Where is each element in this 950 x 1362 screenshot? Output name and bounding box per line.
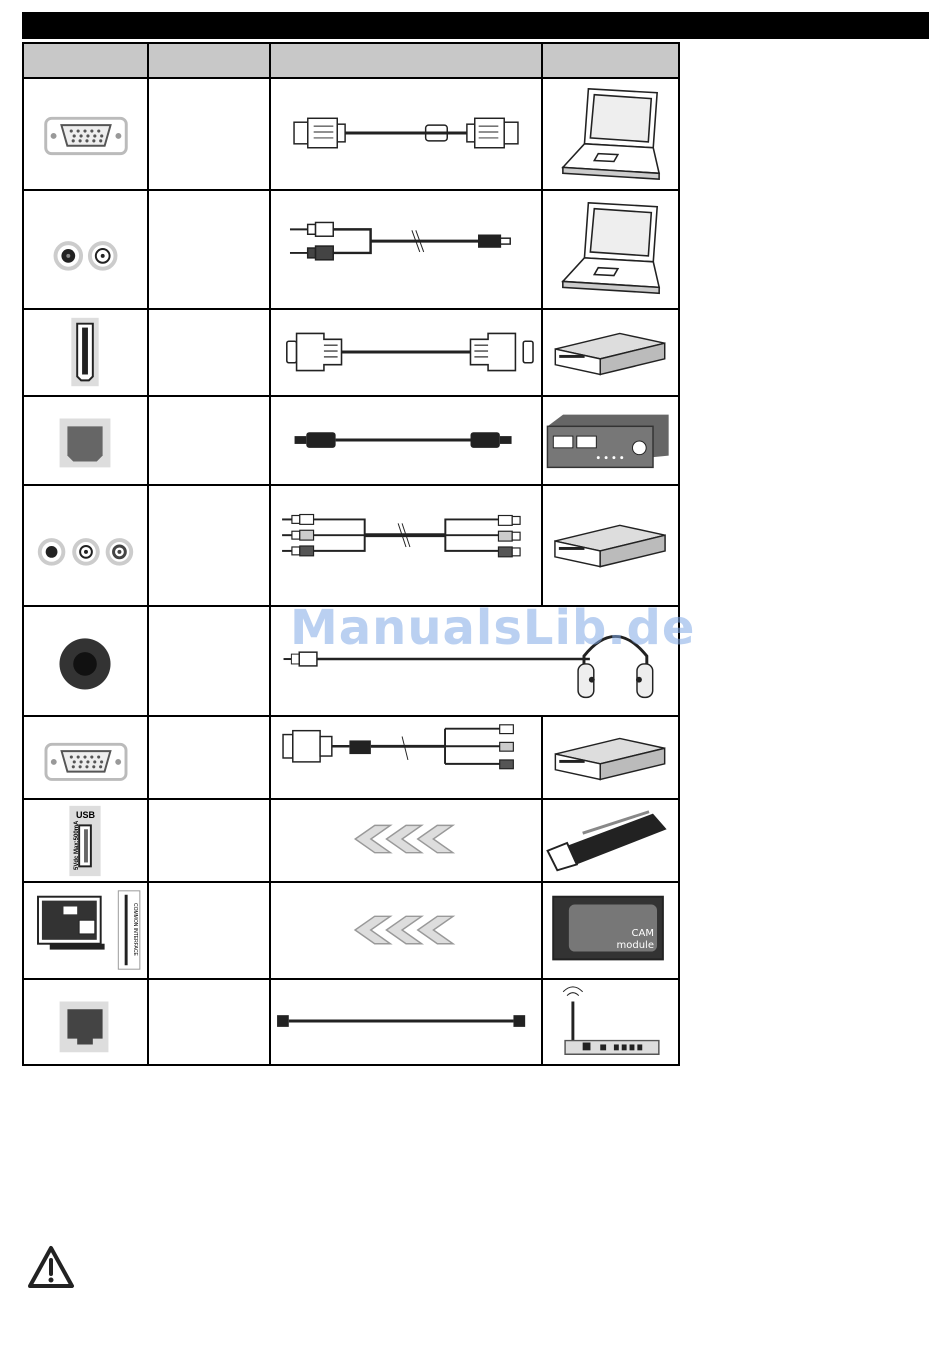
type-cell <box>148 190 270 309</box>
audio-cable-icon <box>270 190 542 309</box>
table-row-pc-audio <box>23 190 679 309</box>
table-row-hdmi <box>23 309 679 396</box>
warning-triangle-icon <box>26 1244 76 1290</box>
ethernet-port-icon <box>23 979 148 1065</box>
vga-port-icon <box>23 716 148 799</box>
laptop-icon <box>542 190 679 309</box>
audio-rca-pair-icon <box>23 190 148 309</box>
vga-port-icon <box>23 78 148 190</box>
table-row-spdif <box>23 396 679 485</box>
table-row-vga-component <box>23 716 679 799</box>
type-cell <box>148 606 270 716</box>
type-cell <box>148 799 270 882</box>
type-cell <box>148 396 270 485</box>
type-cell <box>148 979 270 1065</box>
table-row-vga <box>23 78 679 190</box>
type-cell <box>148 485 270 606</box>
usb-port-label: USB <box>76 810 96 820</box>
router-icon <box>542 979 679 1065</box>
hdmi-cable-icon <box>270 309 542 396</box>
header-cable <box>270 43 542 78</box>
laptop-icon <box>542 78 679 190</box>
type-cell <box>148 78 270 190</box>
headphone-jack-icon <box>23 606 148 716</box>
title-bar <box>22 12 929 39</box>
component-cable-icon <box>270 485 542 606</box>
usb-rating-label: 5Vdc Max:500mA <box>74 820 80 870</box>
cam-module-label: CAM module <box>616 928 654 951</box>
vga-rca-cable-icon <box>270 716 542 799</box>
insert-arrows-icon <box>270 882 542 979</box>
table-row-usb <box>23 799 679 882</box>
rca-triple-icon <box>23 485 148 606</box>
dvd-player-icon <box>542 309 679 396</box>
optical-port-icon <box>23 396 148 485</box>
usb-port-icon <box>23 799 148 882</box>
header-device <box>542 43 679 78</box>
amplifier-icon <box>542 396 679 485</box>
hdmi-port-icon <box>23 309 148 396</box>
header-connector <box>23 43 148 78</box>
cam-module-icon <box>542 882 679 979</box>
type-cell <box>148 716 270 799</box>
table-row-component <box>23 485 679 606</box>
table-row-ci <box>23 882 679 979</box>
ci-slot-icon <box>23 882 148 979</box>
table-header <box>23 43 679 78</box>
watermark: ManualsLib.de <box>290 600 696 656</box>
usb-stick-icon <box>542 799 679 882</box>
type-cell <box>148 309 270 396</box>
vga-cable-icon <box>270 78 542 190</box>
insert-arrows-icon <box>270 799 542 882</box>
ci-interface-label: COMMON INTERFACE <box>132 903 138 956</box>
header-type <box>148 43 270 78</box>
lan-cable-icon <box>270 979 542 1065</box>
connections-table <box>22 42 680 1066</box>
dvd-player-icon <box>542 485 679 606</box>
dvd-player-icon <box>542 716 679 799</box>
type-cell <box>148 882 270 979</box>
table-row-ethernet <box>23 979 679 1065</box>
optical-cable-icon <box>270 396 542 485</box>
